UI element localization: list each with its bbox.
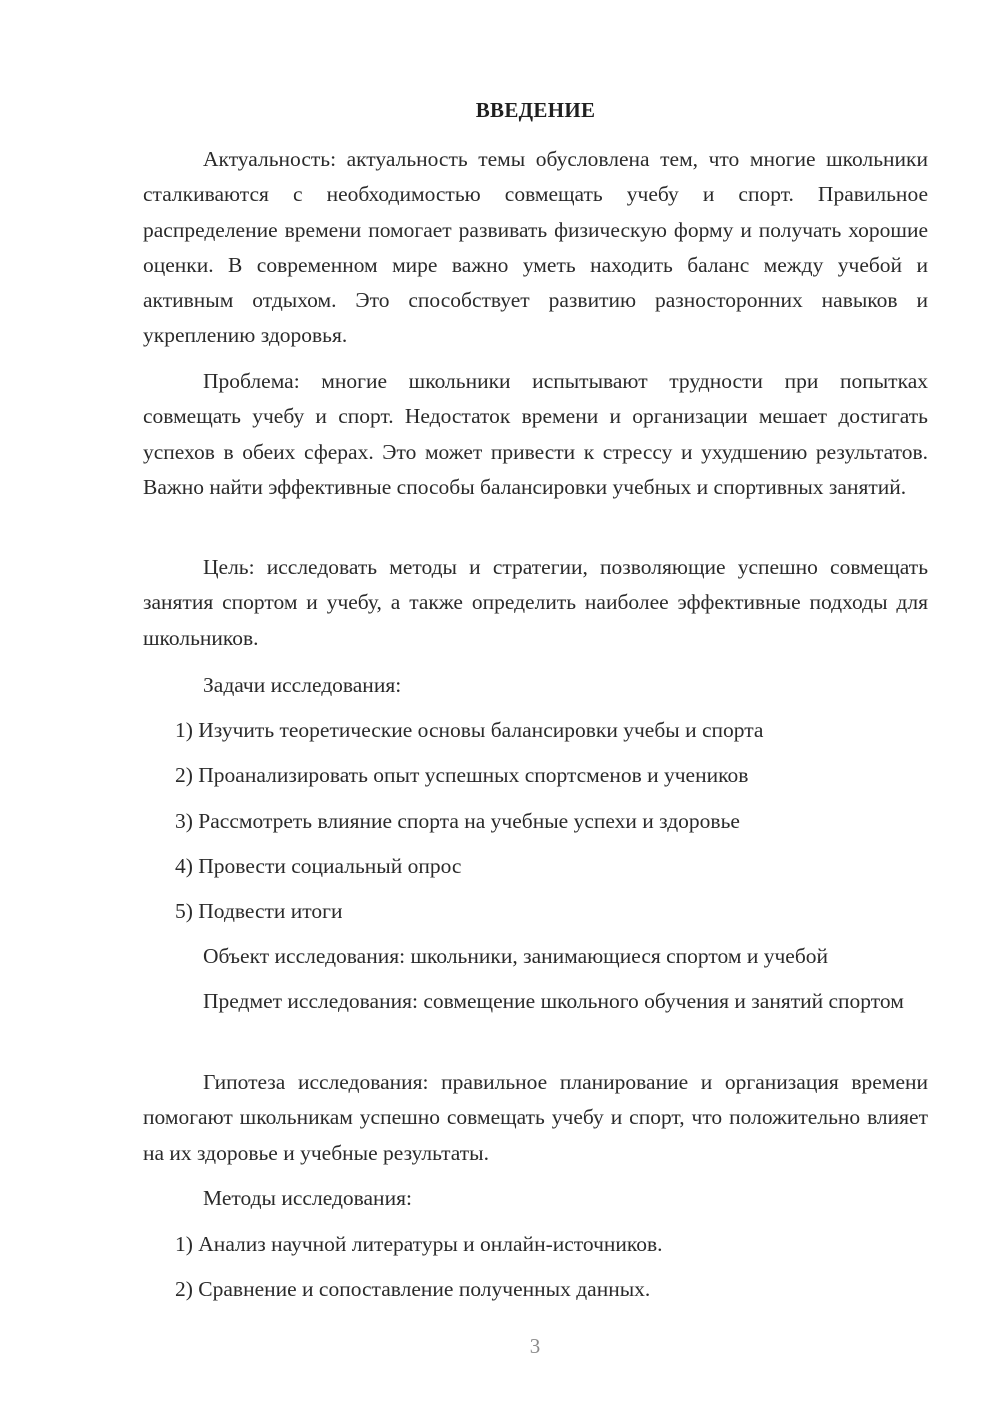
task-item: 1) Изучить теоретические основы балансировки учебы и спорта	[175, 718, 764, 742]
task-item: 5) Подвести итоги	[175, 899, 343, 923]
relevance-paragraph: Актуальность: актуальность темы обусловлена тем, что многие школьники сталкиваются с необходимостью совмещать учебу и спорт. Правильное распределение времени помогает развивать физическую форму и получать хорошие оценки. В современном мире важно уметь находить баланс между учебой и активным отдыхом. Это способствует развитию разносторонних навыков и укреплению здоровья.	[143, 147, 928, 348]
object-line: Объект исследования: школьники, занимающиеся спортом и учебой	[203, 944, 829, 968]
task-item: 2) Проанализировать опыт успешных спортсменов и учеников	[175, 763, 749, 787]
task-item: 3) Рассмотреть влияние спорта на учебные успехи и здоровье	[175, 809, 740, 833]
section-title: ВВЕДЕНИЕ	[475, 98, 596, 122]
page-number: 3	[529, 1334, 541, 1358]
tasks-heading: Задачи исследования:	[203, 673, 402, 697]
subject-paragraph: Предмет исследования: совмещение школьного обучения и занятий спортом	[203, 989, 904, 1013]
goal-paragraph: Цель: исследовать методы и стратегии, позволяющие успешно совмещать занятия спортом и учебу, а также определить наиболее эффективные подходы для школьников.	[143, 555, 928, 650]
hypothesis-paragraph: Гипотеза исследования: правильное планирование и организация времени помогают школьникам успешно совмещать учебу и спорт, что положительно влияет на их здоровье и учебные результаты.	[143, 1070, 928, 1165]
task-item: 4) Провести социальный опрос	[175, 854, 462, 878]
problem-paragraph: Проблема: многие школьники испытывают трудности при попытках совмещать учебу и спорт. Недостаток времени и организации мешает достигать успехов в обеих сферах. Это может привести к стрессу и ухудшению результатов. Важно найти эффективные способы балансировки учебных и спортивных занятий.	[143, 369, 928, 499]
method-item: 2) Сравнение и сопоставление полученных данных.	[175, 1277, 651, 1301]
method-item: 1) Анализ научной литературы и онлайн-источников.	[175, 1232, 663, 1256]
methods-heading: Методы исследования:	[203, 1186, 412, 1210]
